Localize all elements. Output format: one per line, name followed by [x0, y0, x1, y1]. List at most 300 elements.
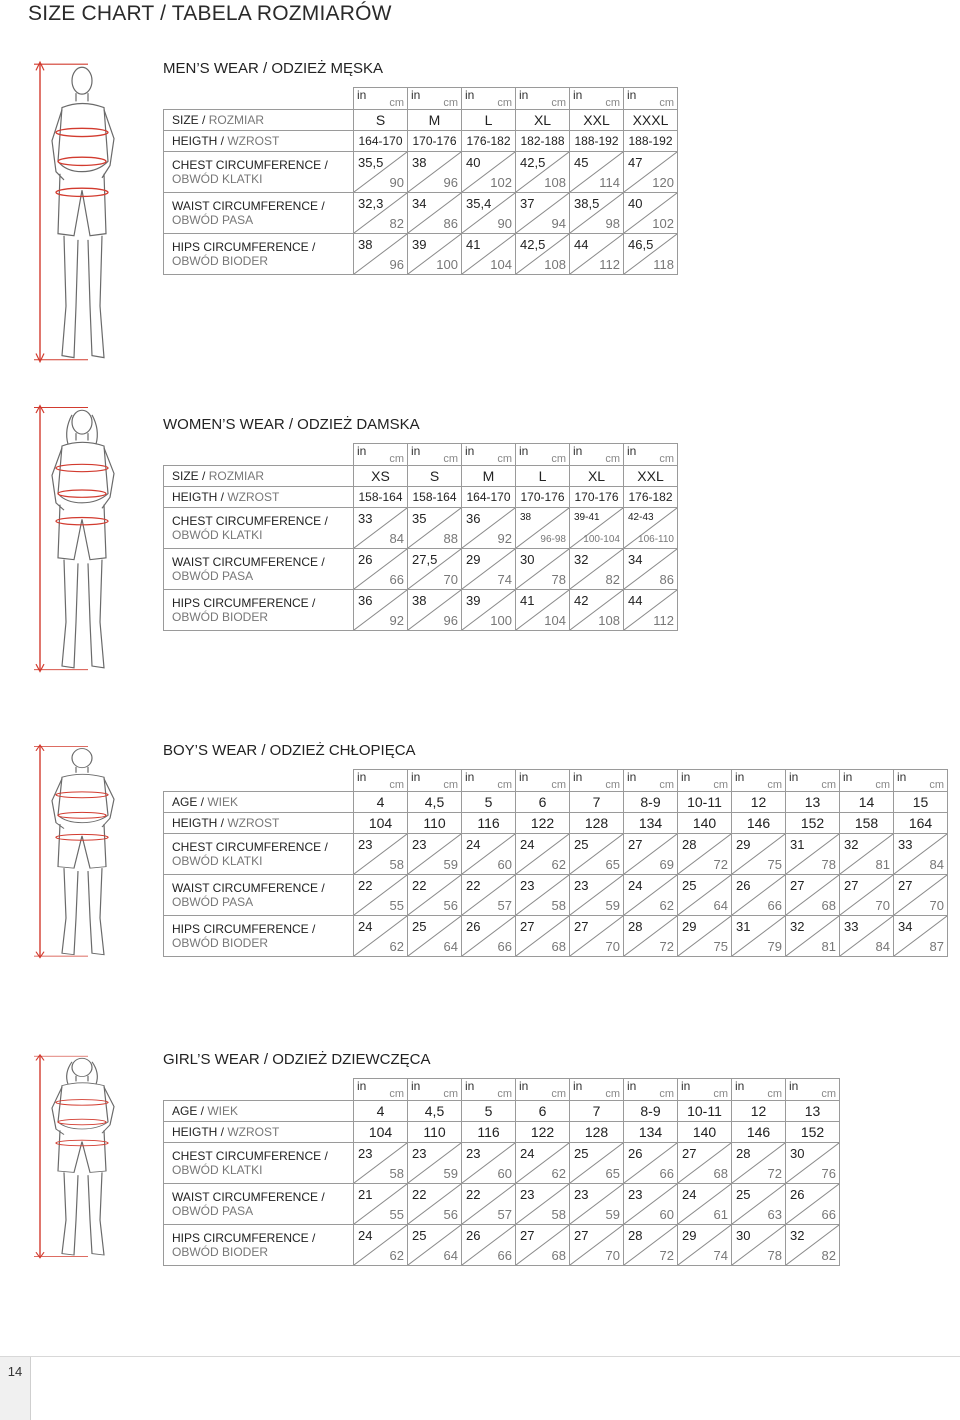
unit-in-label: in: [897, 770, 907, 784]
unit-header-cell: [354, 1079, 408, 1101]
value-in: 44: [574, 237, 589, 252]
unit-header-cell: [570, 88, 624, 110]
value-cm: 78: [551, 572, 566, 587]
measurement-cell: [786, 916, 840, 957]
value-cm: 66: [821, 1207, 836, 1222]
measurement-cell: [570, 1143, 624, 1184]
size-table: [163, 87, 678, 275]
value-in: 37: [520, 196, 535, 211]
unit-cm-label: cm: [443, 453, 458, 465]
value-in: 40: [466, 155, 481, 170]
units-row: [164, 444, 678, 466]
measurement-cell: [894, 834, 948, 875]
measurement-cell: [678, 1225, 732, 1266]
height-cell: 110: [408, 813, 462, 834]
unit-cm-label: cm: [389, 453, 404, 465]
unit-cm-label: cm: [605, 1088, 620, 1100]
measurement-cell: [408, 916, 462, 957]
value-cm: 96: [389, 257, 404, 272]
unit-in-label: in: [789, 770, 799, 784]
value-cm: 102: [652, 216, 674, 231]
value-cm: 64: [443, 1248, 458, 1263]
size-key-cell: XXL: [624, 466, 678, 487]
size-key-cell: 13: [786, 1101, 840, 1122]
value-cm: 68: [551, 939, 566, 954]
value-cm: 56: [443, 1207, 458, 1222]
unit-in-label: in: [627, 88, 637, 102]
value-in: 36: [466, 511, 481, 526]
value-cm: 112: [599, 257, 620, 272]
value-cm: 102: [490, 175, 512, 190]
unit-header-cell: [354, 88, 408, 110]
size-key-cell: 4,5: [408, 792, 462, 813]
measurement-cell: [678, 916, 732, 957]
value-cm: 62: [389, 939, 404, 954]
height-cell: 116: [462, 1122, 516, 1143]
unit-in-label: in: [411, 1079, 421, 1093]
value-cm: 96: [443, 175, 458, 190]
unit-header-cell: [354, 444, 408, 466]
unit-in-label: in: [627, 770, 637, 784]
measurement-cell: [354, 234, 408, 275]
label-en: AGE /: [172, 1104, 208, 1118]
measurement-label: [164, 152, 354, 193]
value-in: 31: [736, 919, 751, 934]
measurement-cell: [516, 193, 570, 234]
unit-header-cell: [624, 770, 678, 792]
measurement-label: [164, 193, 354, 234]
units-row: [164, 770, 948, 792]
measurement-cell: [516, 590, 570, 631]
measurement-cell: [354, 1184, 408, 1225]
unit-cm-label: cm: [821, 779, 836, 791]
value-cm: 58: [389, 1166, 404, 1181]
measurement-cell: [516, 549, 570, 590]
measurement-cell: [894, 916, 948, 957]
unit-in-label: in: [789, 1079, 799, 1093]
height-cell: 176-182: [462, 131, 516, 152]
value-cm: 58: [551, 898, 566, 913]
value-in: 25: [574, 837, 589, 852]
value-cm: 68: [551, 1248, 566, 1263]
unit-cm-label: cm: [659, 1088, 674, 1100]
measurement-cell: [570, 152, 624, 193]
measurement-cell: [732, 916, 786, 957]
page-title: SIZE CHART / TABELA ROZMIARÓW: [28, 2, 392, 25]
label-en: HEIGTH /: [172, 490, 228, 504]
unit-in-label: in: [357, 88, 367, 102]
unit-header-cell: [570, 1079, 624, 1101]
measurement-cell: [624, 1143, 678, 1184]
height-cell: 128: [570, 1122, 624, 1143]
unit-in-label: in: [627, 1079, 637, 1093]
value-in: 38: [412, 155, 427, 170]
value-cm: 82: [821, 1248, 836, 1263]
label-en: HEIGTH /: [172, 816, 228, 830]
measurement-label: [164, 549, 354, 590]
key-row-label: [164, 466, 354, 487]
measurement-cell: [570, 234, 624, 275]
size-key-cell: XXXL: [624, 110, 678, 131]
size-key-cell: 12: [732, 1101, 786, 1122]
measurement-cell: [624, 875, 678, 916]
measurement-cell: [570, 193, 624, 234]
key-row: [164, 110, 678, 131]
value-in: 42,5: [520, 237, 546, 252]
label-pl: OBWÓD PASA: [172, 213, 254, 227]
label-en: SIZE /: [172, 113, 209, 127]
value-cm: 84: [929, 857, 944, 872]
label-en: HIPS CIRCUMFERENCE /: [172, 922, 316, 936]
height-row: [164, 813, 948, 834]
unit-in-label: in: [519, 770, 529, 784]
label-pl: OBWÓD KLATKI: [172, 528, 263, 542]
height-cell: 170-176: [570, 487, 624, 508]
unit-in-label: in: [411, 770, 421, 784]
value-in: 27: [574, 919, 589, 934]
value-in: 28: [682, 837, 697, 852]
measurement-cell: [408, 1225, 462, 1266]
height-cell: 146: [732, 1122, 786, 1143]
value-in: 41: [520, 593, 535, 608]
measurement-cell: [354, 916, 408, 957]
value-in: 28: [736, 1146, 751, 1161]
measurement-label: [164, 590, 354, 631]
size-table: [163, 1078, 840, 1266]
label-pl: OBWÓD BIODER: [172, 1245, 269, 1259]
measurement-cell: [570, 834, 624, 875]
measurement-cell: [408, 1184, 462, 1225]
unit-header-cell: [570, 770, 624, 792]
size-table: [163, 443, 678, 631]
value-cm: 74: [497, 572, 512, 587]
key-row: [164, 1101, 840, 1122]
value-cm: 100-104: [583, 534, 620, 545]
value-cm: 90: [497, 216, 512, 231]
label-pl: OBWÓD BIODER: [172, 936, 269, 950]
unit-in-label: in: [519, 88, 529, 102]
measurement-row: [164, 549, 678, 590]
value-in: 32: [790, 919, 805, 934]
unit-cm-label: cm: [659, 97, 674, 109]
label-en: HEIGTH /: [172, 134, 228, 148]
label-pl: WIEK: [207, 795, 239, 809]
value-cm: 72: [713, 857, 728, 872]
height-cell: 158-164: [354, 487, 408, 508]
unit-cm-label: cm: [875, 779, 890, 791]
measurement-cell: [678, 1184, 732, 1225]
unit-header-cell: [462, 1079, 516, 1101]
value-in: 39: [466, 593, 481, 608]
value-in: 29: [466, 552, 481, 567]
value-cm: 88: [443, 531, 458, 546]
blank-cell: [164, 444, 354, 466]
size-key-cell: 10-11: [678, 1101, 732, 1122]
unit-header-cell: [786, 1079, 840, 1101]
value-in: 29: [682, 919, 697, 934]
value-in: 33: [898, 837, 913, 852]
measurement-cell: [678, 875, 732, 916]
unit-cm-label: cm: [389, 1088, 404, 1100]
value-cm: 66: [389, 572, 404, 587]
blank-cell: [164, 1079, 354, 1101]
unit-in-label: in: [681, 770, 691, 784]
value-cm: 76: [821, 1166, 836, 1181]
unit-cm-label: cm: [713, 1088, 728, 1100]
value-cm: 92: [497, 531, 512, 546]
size-key-cell: 14: [840, 792, 894, 813]
value-cm: 60: [497, 857, 512, 872]
men-figure-icon: [18, 58, 138, 373]
value-in: 42: [574, 593, 589, 608]
measurement-label: [164, 508, 354, 549]
size-key-cell: 13: [786, 792, 840, 813]
value-in: 36: [358, 593, 373, 608]
value-cm: 96: [443, 613, 458, 628]
measurement-cell: [516, 1184, 570, 1225]
height-row-label: [164, 131, 354, 152]
value-cm: 72: [659, 1248, 674, 1263]
value-in: 27: [574, 1228, 589, 1243]
unit-header-cell: [732, 1079, 786, 1101]
measurement-cell: [570, 549, 624, 590]
blank-cell: [164, 770, 354, 792]
size-key-cell: 15: [894, 792, 948, 813]
measurement-cell: [732, 875, 786, 916]
measurement-cell: [624, 152, 678, 193]
value-cm: 100: [436, 257, 458, 272]
measurement-cell: [462, 1143, 516, 1184]
value-cm: 62: [551, 1166, 566, 1181]
height-cell: 140: [678, 1122, 732, 1143]
unit-in-label: in: [357, 770, 367, 784]
label-en: HIPS CIRCUMFERENCE /: [172, 596, 316, 610]
unit-cm-label: cm: [497, 97, 512, 109]
value-in: 27: [790, 878, 805, 893]
value-cm: 86: [659, 572, 674, 587]
unit-header-cell: [624, 1079, 678, 1101]
blank-cell: [164, 88, 354, 110]
value-in: 24: [520, 1146, 535, 1161]
value-in: 38: [412, 593, 427, 608]
value-cm: 64: [713, 898, 728, 913]
label-en: WAIST CIRCUMFERENCE /: [172, 1190, 325, 1204]
unit-cm-label: cm: [497, 453, 512, 465]
label-en: HIPS CIRCUMFERENCE /: [172, 1231, 316, 1245]
value-in: 27: [628, 837, 643, 852]
unit-cm-label: cm: [659, 779, 674, 791]
height-row-label: [164, 487, 354, 508]
measurement-cell: [408, 152, 462, 193]
measurement-cell: [786, 1143, 840, 1184]
label-pl: OBWÓD KLATKI: [172, 1163, 263, 1177]
size-key-cell: 6: [516, 792, 570, 813]
value-in: 39: [412, 237, 427, 252]
height-cell: 110: [408, 1122, 462, 1143]
value-in: 42-43: [628, 512, 654, 523]
label-pl: WZROST: [227, 490, 280, 504]
unit-cm-label: cm: [551, 97, 566, 109]
value-in: 33: [844, 919, 859, 934]
label-pl: OBWÓD PASA: [172, 1204, 254, 1218]
label-en: CHEST CIRCUMFERENCE /: [172, 1149, 328, 1163]
value-in: 30: [520, 552, 535, 567]
size-key-cell: 5: [462, 1101, 516, 1122]
value-cm: 66: [659, 1166, 674, 1181]
value-cm: 78: [767, 1248, 782, 1263]
value-cm: 92: [389, 613, 404, 628]
value-in: 35,5: [358, 155, 384, 170]
value-cm: 104: [544, 613, 566, 628]
measurement-cell: [732, 834, 786, 875]
value-cm: 74: [713, 1248, 728, 1263]
size-key-cell: 10-11: [678, 792, 732, 813]
value-in: 22: [412, 1187, 427, 1202]
unit-header-cell: [786, 770, 840, 792]
value-cm: 70: [929, 898, 944, 913]
units-row: [164, 1079, 840, 1101]
value-cm: 98: [605, 216, 620, 231]
label-en: WAIST CIRCUMFERENCE /: [172, 555, 325, 569]
measurement-cell: [570, 916, 624, 957]
height-row: [164, 1122, 840, 1143]
value-in: 23: [412, 1146, 427, 1161]
value-cm: 78: [821, 857, 836, 872]
measurement-cell: [516, 1143, 570, 1184]
measurement-cell: [624, 1184, 678, 1225]
measurement-cell: [354, 875, 408, 916]
size-key-cell: L: [516, 466, 570, 487]
size-key-cell: S: [354, 110, 408, 131]
unit-header-cell: [516, 770, 570, 792]
value-cm: 69: [659, 857, 674, 872]
section-title: GIRL’S WEAR / ODZIEŻ DZIEWCZĘCA: [163, 1051, 431, 1068]
measurement-cell: [462, 549, 516, 590]
label-pl: OBWÓD PASA: [172, 569, 254, 583]
value-in: 32: [790, 1228, 805, 1243]
label-en: CHEST CIRCUMFERENCE /: [172, 514, 328, 528]
value-cm: 55: [389, 898, 404, 913]
units-row: [164, 88, 678, 110]
size-key-cell: 7: [570, 1101, 624, 1122]
measurement-cell: [516, 834, 570, 875]
height-cell: 158-164: [408, 487, 462, 508]
label-pl: WZROST: [227, 816, 280, 830]
boy-figure-icon: [18, 742, 138, 967]
height-cell: 164-170: [354, 131, 408, 152]
unit-header-cell: [678, 1079, 732, 1101]
value-cm: 70: [875, 898, 890, 913]
value-cm: 94: [551, 216, 566, 231]
measurement-cell: [624, 193, 678, 234]
label-en: SIZE /: [172, 469, 209, 483]
size-key-cell: 5: [462, 792, 516, 813]
height-cell: 170-176: [408, 131, 462, 152]
value-cm: 108: [544, 175, 566, 190]
value-in: 22: [358, 878, 373, 893]
value-in: 26: [358, 552, 373, 567]
height-cell: 104: [354, 1122, 408, 1143]
size-key-cell: M: [462, 466, 516, 487]
section-title: WOMEN’S WEAR / ODZIEŻ DAMSKA: [163, 416, 420, 433]
height-cell: 122: [516, 813, 570, 834]
measurement-cell: [354, 1143, 408, 1184]
measurement-cell: [462, 875, 516, 916]
unit-cm-label: cm: [659, 453, 674, 465]
measurement-cell: [570, 875, 624, 916]
measurement-cell: [570, 508, 624, 549]
height-cell: 164-170: [462, 487, 516, 508]
unit-header-cell: [408, 1079, 462, 1101]
value-cm: 114: [599, 175, 620, 190]
unit-header-cell: [462, 770, 516, 792]
unit-header-cell: [894, 770, 948, 792]
measurement-cell: [624, 234, 678, 275]
value-in: 24: [628, 878, 643, 893]
page-number: [0, 1357, 31, 1420]
unit-header-cell: [732, 770, 786, 792]
measurement-cell: [840, 916, 894, 957]
measurement-cell: [624, 590, 678, 631]
value-cm: 106-110: [638, 534, 674, 545]
label-en: HIPS CIRCUMFERENCE /: [172, 240, 316, 254]
key-row-label: [164, 1101, 354, 1122]
height-cell: 134: [624, 1122, 678, 1143]
label-en: WAIST CIRCUMFERENCE /: [172, 881, 325, 895]
value-cm: 81: [821, 939, 836, 954]
value-in: 41: [466, 237, 481, 252]
value-in: 22: [466, 878, 481, 893]
unit-cm-label: cm: [767, 779, 782, 791]
measurement-cell: [462, 152, 516, 193]
value-in: 23: [412, 837, 427, 852]
size-table: [163, 769, 948, 957]
measurement-cell: [516, 875, 570, 916]
value-in: 24: [358, 919, 373, 934]
measurement-cell: [462, 508, 516, 549]
height-cell: 146: [732, 813, 786, 834]
height-cell: 134: [624, 813, 678, 834]
value-in: 25: [412, 1228, 427, 1243]
value-cm: 108: [598, 613, 620, 628]
value-cm: 84: [875, 939, 890, 954]
value-in: 27: [844, 878, 859, 893]
unit-in-label: in: [465, 1079, 475, 1093]
size-key-cell: S: [408, 466, 462, 487]
value-in: 22: [412, 878, 427, 893]
label-pl: WZROST: [227, 134, 280, 148]
measurement-row: [164, 875, 948, 916]
value-in: 45: [574, 155, 589, 170]
measurement-row: [164, 1225, 840, 1266]
value-in: 21: [358, 1187, 373, 1202]
size-key-cell: 6: [516, 1101, 570, 1122]
value-in: 31: [790, 837, 805, 852]
measurement-cell: [354, 152, 408, 193]
value-in: 26: [628, 1146, 643, 1161]
value-in: 24: [682, 1187, 697, 1202]
value-in: 47: [628, 155, 643, 170]
value-cm: 66: [497, 1248, 512, 1263]
value-in: 34: [898, 919, 913, 934]
value-in: 46,5: [628, 237, 654, 252]
measurement-label: [164, 916, 354, 957]
measurement-cell: [732, 1143, 786, 1184]
value-in: 42,5: [520, 155, 546, 170]
unit-in-label: in: [519, 444, 529, 458]
height-row: [164, 487, 678, 508]
unit-cm-label: cm: [821, 1088, 836, 1100]
